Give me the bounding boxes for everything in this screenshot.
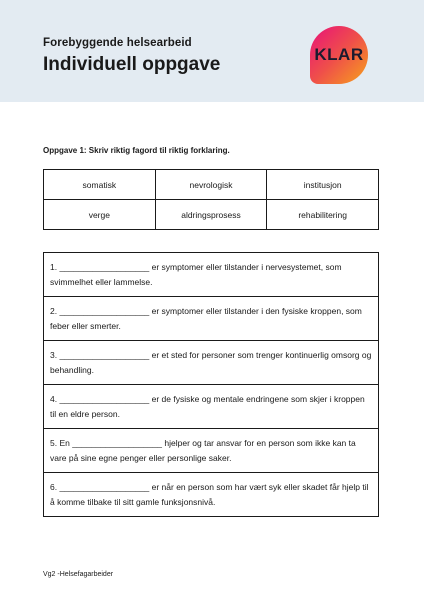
sentence-cell: 2. ___________________ er symptomer eller tilstander i den fysiske kroppen, som feber eller smerter.	[44, 297, 379, 341]
word-bank-table	[43, 169, 379, 230]
sentence-row	[44, 429, 379, 473]
word-bank-cell: nevrologisk	[155, 170, 267, 200]
sentence-cell: 4. ___________________ er de fysiske og mentale endringene som skjer i kroppen til en eldre person.	[44, 385, 379, 429]
word-bank-cell: institusjon	[267, 170, 379, 200]
sentence-cell: 3. ___________________ er et sted for personer som trenger kontinuerlig omsorg og behandling.	[44, 341, 379, 385]
sentence-cell: 1. ___________________ er symptomer eller tilstander i nervesystemet, som svimmelhet eller lammelse.	[44, 253, 379, 297]
task-instruction: Oppgave 1: Skriv riktig fagord til riktig forklaring.	[43, 146, 230, 155]
sentence-table	[43, 252, 379, 517]
word-bank-cell: somatisk	[44, 170, 156, 200]
sentence-row	[44, 385, 379, 429]
klar-logo	[310, 26, 368, 84]
word-bank-cell: rehabilitering	[267, 200, 379, 230]
word-bank-cell: aldringsprosess	[155, 200, 267, 230]
sentence-row	[44, 253, 379, 297]
subject-label: Forebyggende helsearbeid	[43, 37, 192, 49]
word-bank-cell: verge	[44, 200, 156, 230]
sentence-row	[44, 297, 379, 341]
word-bank-row	[44, 170, 379, 200]
sentence-row	[44, 473, 379, 517]
sentence-row	[44, 341, 379, 385]
sentence-cell: 6. ___________________ er når en person som har vært syk eller skadet får hjelp til å komme tilbake til sitt gamle funksjonsnivå.	[44, 473, 379, 517]
logo-text: KLAR	[314, 45, 364, 64]
sentence-cell: 5. En ___________________ hjelper og tar ansvar for en person som ikke kan ta vare på sine egne penger eller personlige saker.	[44, 429, 379, 473]
page-footer: Vg2 -Helsefagarbeider	[43, 571, 114, 578]
word-bank-row	[44, 200, 379, 230]
page-title: Individuell oppgave	[43, 54, 221, 75]
page-header	[0, 0, 424, 102]
